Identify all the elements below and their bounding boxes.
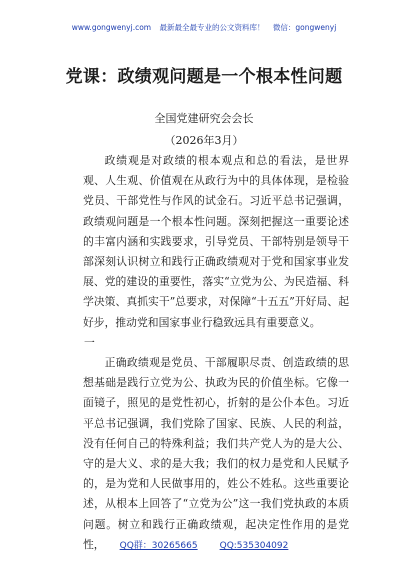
- site-url-link[interactable]: www.gongwenyj.com: [71, 23, 152, 32]
- qq-contact-link[interactable]: QQ:535304092: [219, 541, 289, 551]
- body-paragraph: 政绩观是对政绩的根本观点和总的看法，是世界观、人生观、价值观在从政行为中的具体体现，是检验党员、干部党性与作风的试金石。习近平总书记强调，政绩观问题是一个根本性问题。深刻把握这一重要论述的丰富内涵和实践要求，引导党员、干部特别是领导干部深刻认识树立和践行正确政绩观对于党和国家事业发展、党的建设的重要性，落实“立党为公、为民造福、科学决策、真抓实干”总要求，对保障“十五五”开好局、起好步，推动党和国家事业行稳致远具有重要意义。: [83, 154, 349, 329]
- document-author: 全国党建研究会会长: [154, 112, 254, 125]
- document-title: 党课：政绩观问题是一个根本性问题: [65, 67, 343, 87]
- page-footer: [0, 538, 408, 551]
- site-tagline: 最新最全最专业的公文资料库！: [159, 23, 265, 32]
- body-paragraph: 正确政绩观是党员、干部履职尽责、创造政绩的思想基础是践行立党为公、执政为民的价值坐标。它像一面镜子，照见的是党性初心，折射的是公仆本色。习近平总书记强调，我们党除了国家、民族、人民的利益，没有任何自己的特殊利益；我们共产党人为的是大公、守的是大义、求的是大我；我们的权力是党和人民赋予的，是为党和人民做事用的，姓公不姓私。这些重要论述，从根本上回答了“立党为公”这一我们党执政的本质问题。树立和践行正确政绩观，起决定性作用的是党性，: [83, 356, 349, 551]
- document-body: [83, 151, 349, 555]
- wechat-id: 微信：gongwenyj: [272, 23, 337, 32]
- qq-group-link[interactable]: QQ群：30265665: [119, 541, 198, 551]
- page-header: [0, 22, 408, 33]
- section-number: 一: [84, 335, 95, 349]
- document-date: （2026年3月）: [164, 134, 244, 147]
